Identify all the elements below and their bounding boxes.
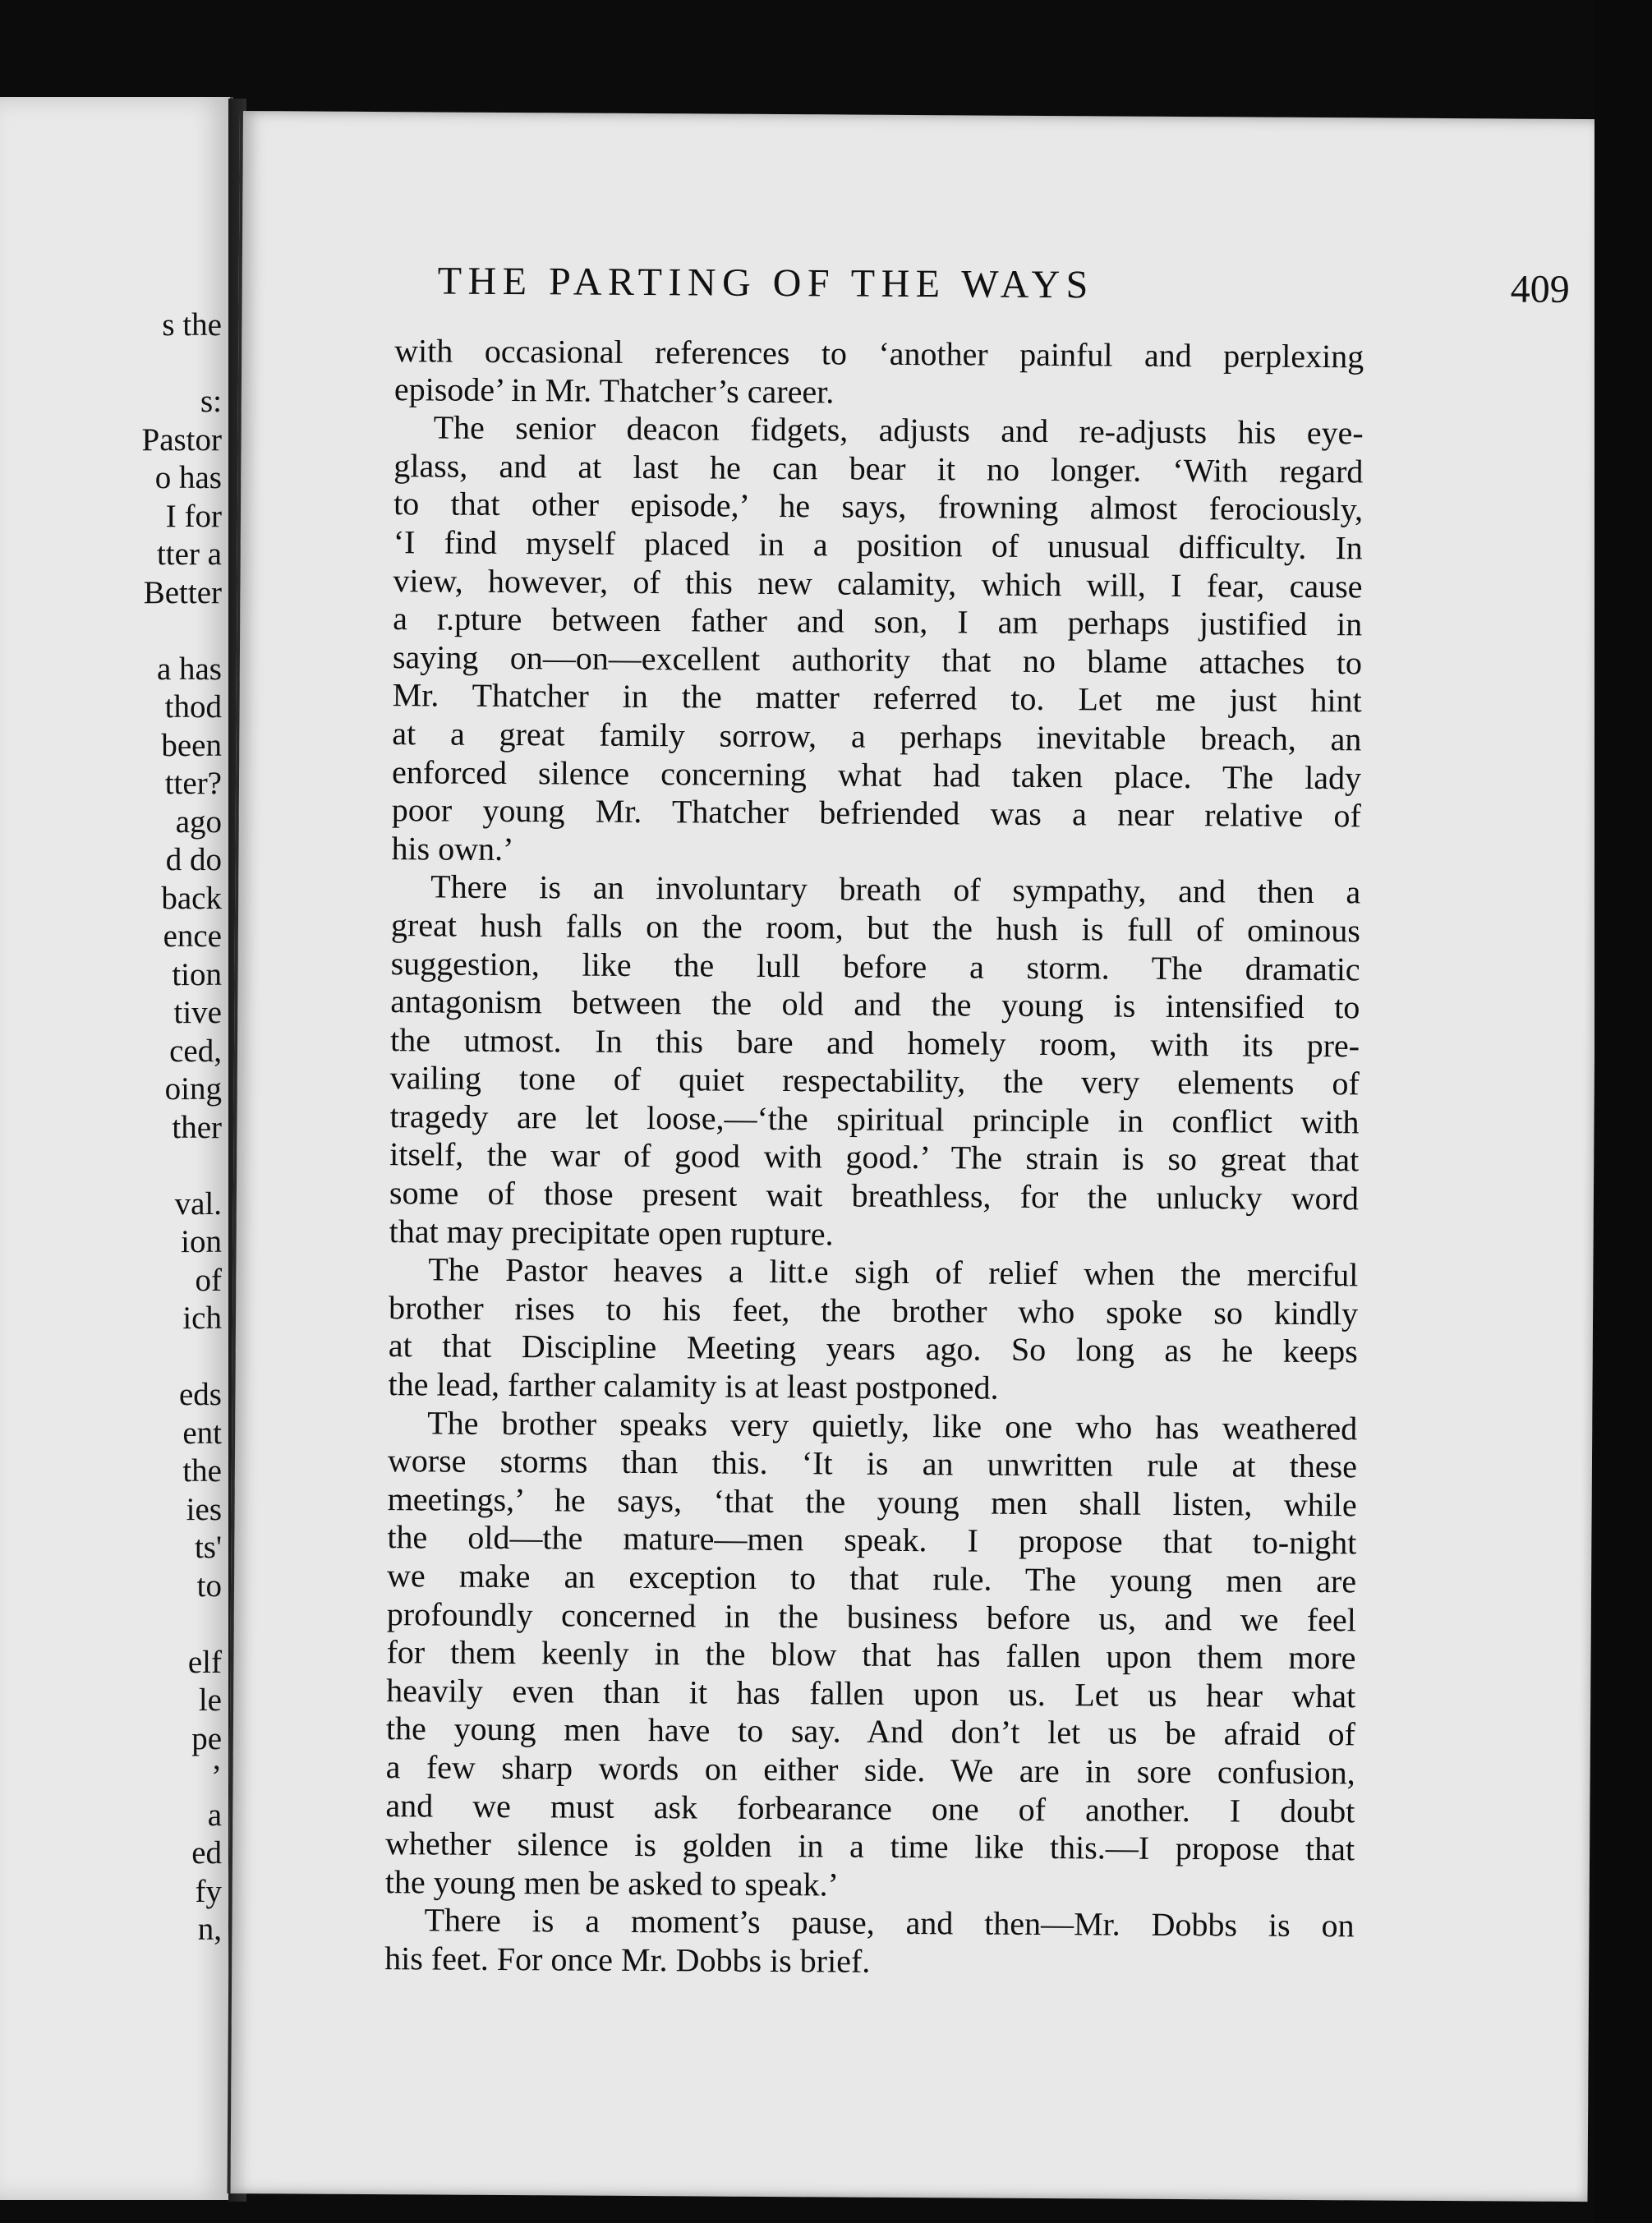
text-line: great hush falls on the room, but the hush is full of ominous	[390, 906, 1361, 950]
text-line: the utmost. In this bare and homely room, with its pre-	[389, 1020, 1360, 1065]
left-page-line: n,	[197, 1912, 222, 1947]
text-line: antagonism between the old and the young is intensified to	[390, 983, 1360, 1026]
left-page-line: ago	[175, 803, 222, 840]
text-line: There is an involuntary breath of sympathy, and then a	[430, 868, 1361, 911]
text-line: worse storms than this. ‘It is an unwritten rule at these	[387, 1442, 1358, 1485]
text-line: at that Discipline Meeting years ago. So long as he keeps	[388, 1327, 1358, 1370]
text-line: tragedy are let loose,—‘the spiritual principle in conflict with	[389, 1098, 1360, 1141]
left-page-line: ence	[163, 918, 222, 954]
body-text	[384, 332, 1364, 1984]
text-line: with occasional references to ‘another painful and perplexing	[394, 332, 1364, 375]
left-page-line: been	[161, 727, 222, 763]
left-page-line	[142, 612, 223, 651]
left-page-line: tter?	[164, 766, 222, 801]
left-page-line: of	[195, 1262, 222, 1298]
left-page-line: o has	[154, 460, 222, 495]
text-line: The brother speaks very quietly, like one who has weathered	[427, 1404, 1358, 1447]
left-page-line: oing	[164, 1071, 222, 1107]
left-page-line: ’	[211, 1759, 222, 1794]
text-line: The Pastor heaves a litt.e sigh of relief when the merciful	[428, 1250, 1359, 1294]
left-page-line	[142, 345, 223, 384]
left-page-line	[142, 1605, 223, 1644]
left-page-line: ion	[181, 1224, 222, 1259]
text-line: episode’ in Mr. Thatcher’s career.	[393, 370, 835, 411]
text-line: a r.pture between father and son, I am perhaps justified in	[393, 600, 1363, 643]
left-page-line: ich	[182, 1300, 222, 1336]
text-line: There is a moment’s pause, and then—Mr. Dobbs is on	[424, 1901, 1355, 1945]
text-line: a few sharp words on either side. We are in sore confusion,	[385, 1748, 1355, 1792]
text-line: the old—the mature—men speak. I propose that to-night	[387, 1518, 1357, 1562]
left-page-line: ent	[182, 1415, 222, 1451]
left-page-line: Better	[143, 574, 222, 610]
left-page-line: Pastor	[141, 421, 222, 458]
left-page-line: s the	[162, 307, 222, 343]
running-title: THE PARTING OF THE WAYS	[437, 259, 1094, 307]
page-number: 409	[1510, 267, 1570, 311]
text-line: ‘I find myself placed in a position of unusual difficulty. In	[393, 523, 1363, 567]
left-page-line: a	[207, 1797, 222, 1833]
text-line: the young men have to say. And don’t let us be afraid of	[385, 1710, 1356, 1753]
text-line: at a great family sorrow, a perhaps inevitable breach, an	[392, 715, 1362, 758]
left-page-line: tive	[173, 995, 222, 1030]
running-header	[438, 258, 1570, 310]
text-line: itself, the war of good with good.’ The strain is so great that	[389, 1135, 1360, 1179]
text-line: some of those present wait breathless, for the unlucky word	[389, 1174, 1360, 1217]
text-line: enforced silence concerning what had taken place. The lady	[391, 753, 1362, 796]
left-page-line: ts'	[194, 1530, 222, 1565]
left-page-line: ies	[186, 1491, 222, 1527]
left-page-line: le	[198, 1682, 222, 1718]
text-line: and we must ask forbearance one of another. I doubt	[385, 1786, 1355, 1829]
left-page-line: tion	[172, 956, 222, 992]
left-page-line: a has	[156, 651, 222, 687]
text-line: heavily even than it has fallen upon us. Let us hear what	[386, 1671, 1356, 1715]
text-line: The senior deacon fidgets, adjusts and re-adjusts his eye-	[433, 408, 1364, 452]
left-page-line: the	[182, 1453, 222, 1489]
text-line: profoundly concerned in the business before us, and we feel	[386, 1595, 1356, 1638]
text-line: for them keenly in the blow that has fallen upon them more	[386, 1633, 1356, 1677]
text-line: the young men be asked to speak.’	[384, 1862, 840, 1903]
text-line: his feet. For once Mr. Dobbs is brief.	[384, 1940, 871, 1980]
text-line: to that other episode,’ he says, frowning almost ferociously,	[393, 485, 1364, 528]
text-line: the lead, farther calamity is at least postponed.	[388, 1365, 999, 1406]
text-line: view, however, of this new calamity, which will, I fear, cause	[393, 561, 1363, 605]
left-page-line: I for	[165, 498, 222, 534]
left-page-line	[142, 1147, 223, 1185]
text-line: brother rises to his feet, the brother who spoke so kindly	[388, 1288, 1359, 1332]
scan-edge	[1594, 0, 1652, 2223]
left-page-line: val.	[174, 1185, 222, 1222]
text-line: vailing tone of quiet respectability, the very elements of	[389, 1059, 1360, 1102]
left-page-line: eds	[179, 1377, 222, 1412]
text-line: glass, and at last he can bear it no longer. ‘With regard	[393, 446, 1364, 490]
left-page-line: back	[161, 880, 222, 916]
left-page-line: tter a	[156, 536, 222, 572]
left-page-line	[142, 1338, 223, 1377]
text-line: we make an exception to that rule. The young men are	[386, 1557, 1357, 1600]
left-page-line: pe	[191, 1720, 222, 1756]
left-page-line: ced,	[169, 1033, 222, 1069]
right-page	[228, 111, 1600, 2202]
text-line: whether silence is golden in a time like this.—I propose that	[384, 1825, 1355, 1868]
left-page-line: elf	[187, 1644, 222, 1680]
text-line: meetings,’ he says, ‘that the young men shall listen, while	[387, 1480, 1357, 1524]
left-page-fragment	[0, 97, 233, 2200]
text-line: suggestion, like the lull before a storm. The dramatic	[390, 944, 1360, 987]
left-page-line: to	[196, 1567, 222, 1604]
text-line: his own.’	[391, 829, 514, 868]
left-page-text	[6, 306, 222, 1949]
left-page-line: s:	[200, 384, 222, 419]
left-page-line: ed	[191, 1835, 222, 1871]
text-line: saying on—on—excellent authority that no blame attaches to	[392, 637, 1363, 682]
left-page-line: fy	[195, 1873, 222, 1909]
text-line: poor young Mr. Thatcher befriended was a near relative of	[391, 791, 1361, 835]
left-page-line: thod	[164, 689, 222, 725]
text-line: Mr. Thatcher in the matter referred to. Let me just hint	[392, 676, 1362, 720]
left-page-line: ther	[172, 1109, 222, 1145]
left-page-line: d do	[165, 842, 222, 877]
text-line: that may precipitate open rupture.	[389, 1212, 834, 1253]
